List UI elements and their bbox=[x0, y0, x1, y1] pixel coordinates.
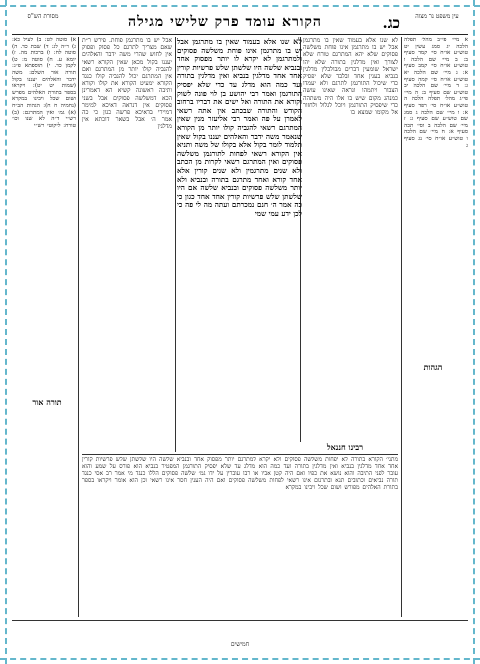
page-header bbox=[12, 12, 468, 34]
header-rule bbox=[12, 34, 468, 35]
header-right-note: עין משפט נר מצוה bbox=[415, 13, 459, 20]
column-divider bbox=[401, 37, 402, 617]
opening-word: לא bbox=[293, 37, 302, 46]
rabbeinu-chananel-title: רבינו חננאל bbox=[297, 442, 393, 452]
cut-line-right bbox=[473, 0, 475, 664]
masoret-hashas-text: א) סוטה לט: ב) לעיל כא: ג) ר״ה לג: ד) שבת כד. ה) סוטה לח: ו) ברכות מה. ז) יומא ע. ח) סוטה מ: ט) לקמן כד. י) תוספתא פ״ג: תורה אור השלם: משה ידבר והאלהים יעננו בקול (שמות יט יט): ויקראו בספר בתורת האלהים מפרש ושום שכל ויבינו במקרא (נחמיה ח ח): הגהות הב״ח (א) גמ׳ ואין המתרגם: (ב) רש״י ד״ה לא שנו וכו׳ טורח: ליקוטי רש״י bbox=[12, 37, 76, 129]
lower-commentary-text: מתני׳ הקורא בתורה לא יפחות משלשה פסוקים ולא יקרא למתרגם יותר מפסוק אחד ובנביא שלשה היו שלשתן שלש פרשיות קורין אחד אחד מדלגין בנביא ואין מדלגין בתורה ועד כמה הוא מדלג עד שלא יפסיק התורגמן המפטיר בנביא הוא פורס על שמע והוא עובר לפני התיבה והוא נושא את כפיו ואם היה קטן אביו או רבו עוברין על ידו גמ׳ שלשה פסוקים הללו כנגד מי אמר רב אסי כנגד תורה נביאים וכתובים תנא ובתרגום אינו רשאי לפחות משלשה פסוקים ואם היה הענין חסר אינו רשאי וכן הוא אומר ויקראו בספר בתורת האלהים מפורש ושום שכל ויבינו במקרא bbox=[82, 457, 398, 491]
page-footer: חמישים bbox=[230, 641, 250, 648]
folio-number: כג. bbox=[382, 14, 400, 32]
header-left-note: מסורת הש"ס bbox=[27, 13, 59, 20]
cut-line-bottom bbox=[0, 658, 480, 660]
hagahot-box-title: הגהות bbox=[404, 362, 462, 372]
tosafot-commentary bbox=[82, 37, 172, 452]
lower-commentary bbox=[82, 457, 398, 617]
main-gemara-text bbox=[177, 37, 302, 452]
page-title: הקורא עומד פרק שלישי מגילה bbox=[128, 14, 322, 30]
torah-or-box-title: תורה אור bbox=[18, 397, 76, 407]
cut-line-top bbox=[0, 5, 480, 7]
ein-mishpat-text: א מיי׳ פי״ב מהל׳ תפלה הלכה יג סמג עשין יט טוש״ע או״ח סי׳ קמד סעיף ב: ב מיי׳ שם הלכה ו טוש״ע או״ח סי׳ קמב סעיף א: ג מיי׳ שם הלכה יא טוש״ע או״ח סי׳ קמה סעיף ג: ד מיי׳ שם הלכה יב טוש״ע שם סעיף ב: ה מיי׳ פי״ג מהל׳ תפלה הלכה ה טוש״ע או״ח סי׳ רפד סעיף א: ו מיי׳ שם הלכה ג סמג שם טוש״ע שם סעיף ג: ז מיי׳ שם הלכה ב וסי׳ תכה סעיף א: ח מיי׳ שם הלכה ו טוש״ע או״ח סי׳ נג סעיף ג bbox=[404, 37, 468, 149]
gemara-body: שנו אלא בעמוד שאין בו מתרגמן אבל יש בו מתרגמן אינו פוחת משלשה פסוקים ולמתרגמן לא יקרא לו יותר מפסוק אחד ובנביא שלשה היו שלשתן שלש פרשיות קורין אחד אחד מדלגין בנביא ואין מדלגין בתורה ועד כמה הוא מדלג עד כדי שלא יפסיק התורגמן ואמר רבי יהושע בן לוי פונה לשוק וקורא את התורה ואל ישים את דבריו ברחוב הקודש והתורה שבכתב אין אתה רשאי לאמרן על פה ואמר רבי אליעזר מנין שאין המתרגם רשאי להגביה קולו יותר מן הקורא שנאמר משה ידבר והאלהים יעננו בקול שאין תלמוד לומר בקול אלא בקולו של משה ותניא אין הקורא רשאי לפחות לתורגמן משלשה פסוקים ואין המתרגם רשאי לקרות מן הכתב ולא שנים מתרגמין ולא שנים קורין אלא אחד קורא ואחד מתרגם בתורה ובנביא ולא יותר משלשה פסוקים ובנביא שלשה אם היו שלשתן שלש פרשיות קורין אחד אחד כגון כי כה אמר ה׳ חנם נמכרתם ועתה מה לי פה כי לכן ידע עמי שמי bbox=[177, 37, 302, 218]
rashi-text: לא שנו אלא בעמוד שאין בו מתרגמן אבל יש בו מתרגמן אינו פוחת משלשה פסוקים שלא יהא המתרגם טורח שלא לצורך ואין מדלגין בתורה שלא יהו ישראל שומעין דברים מבולבלין מדלגין בנביא בענין אחד ובלבד שלא יפסיק כדי שיכול התורגמן לתרגם ולא יעמדו הצבור ויתמהו ונראה שאינו עושה כמנהג מקום שיש בו אלו היה משתהה כדי שיפסיק התורגמן ויוכל לגלול ולחזור אל מקומו שמצא בו bbox=[303, 37, 398, 117]
section-divider bbox=[82, 454, 398, 455]
column-divider bbox=[175, 37, 176, 452]
footer-rule bbox=[12, 620, 468, 621]
ein-mishpat-column bbox=[404, 37, 468, 617]
masoret-hashas-column bbox=[12, 37, 76, 617]
rashi-commentary bbox=[303, 37, 398, 452]
talmud-page bbox=[12, 12, 468, 652]
tosafot-text: אבל יש בו מתרגמן פוחת. פירש ר״ת שאם מצריך לתרגם כל פסוק ופסוק אין לחוש שהרי משה ידבר והאלהים יעננו בקול מכאן שאין הקורא רשאי להגביה קולו יותר מן המתרגם ואם אין המתרגם יכול להגביה קולו כנגד הקורא ימעיט הקורא את קולו וקורא ותיבה ראשונה קשיא הא דאמרינן הכא דמשלשה פסוקים אבל בשני פסוקים אין דנראה דאיכא למימר דמיירי בדאיכא פרשה כגון כי כה אמר ה׳ אבל בשאר דוכתא אין מדלגין bbox=[82, 37, 172, 131]
column-divider bbox=[78, 37, 79, 617]
cut-line-left bbox=[5, 0, 7, 664]
